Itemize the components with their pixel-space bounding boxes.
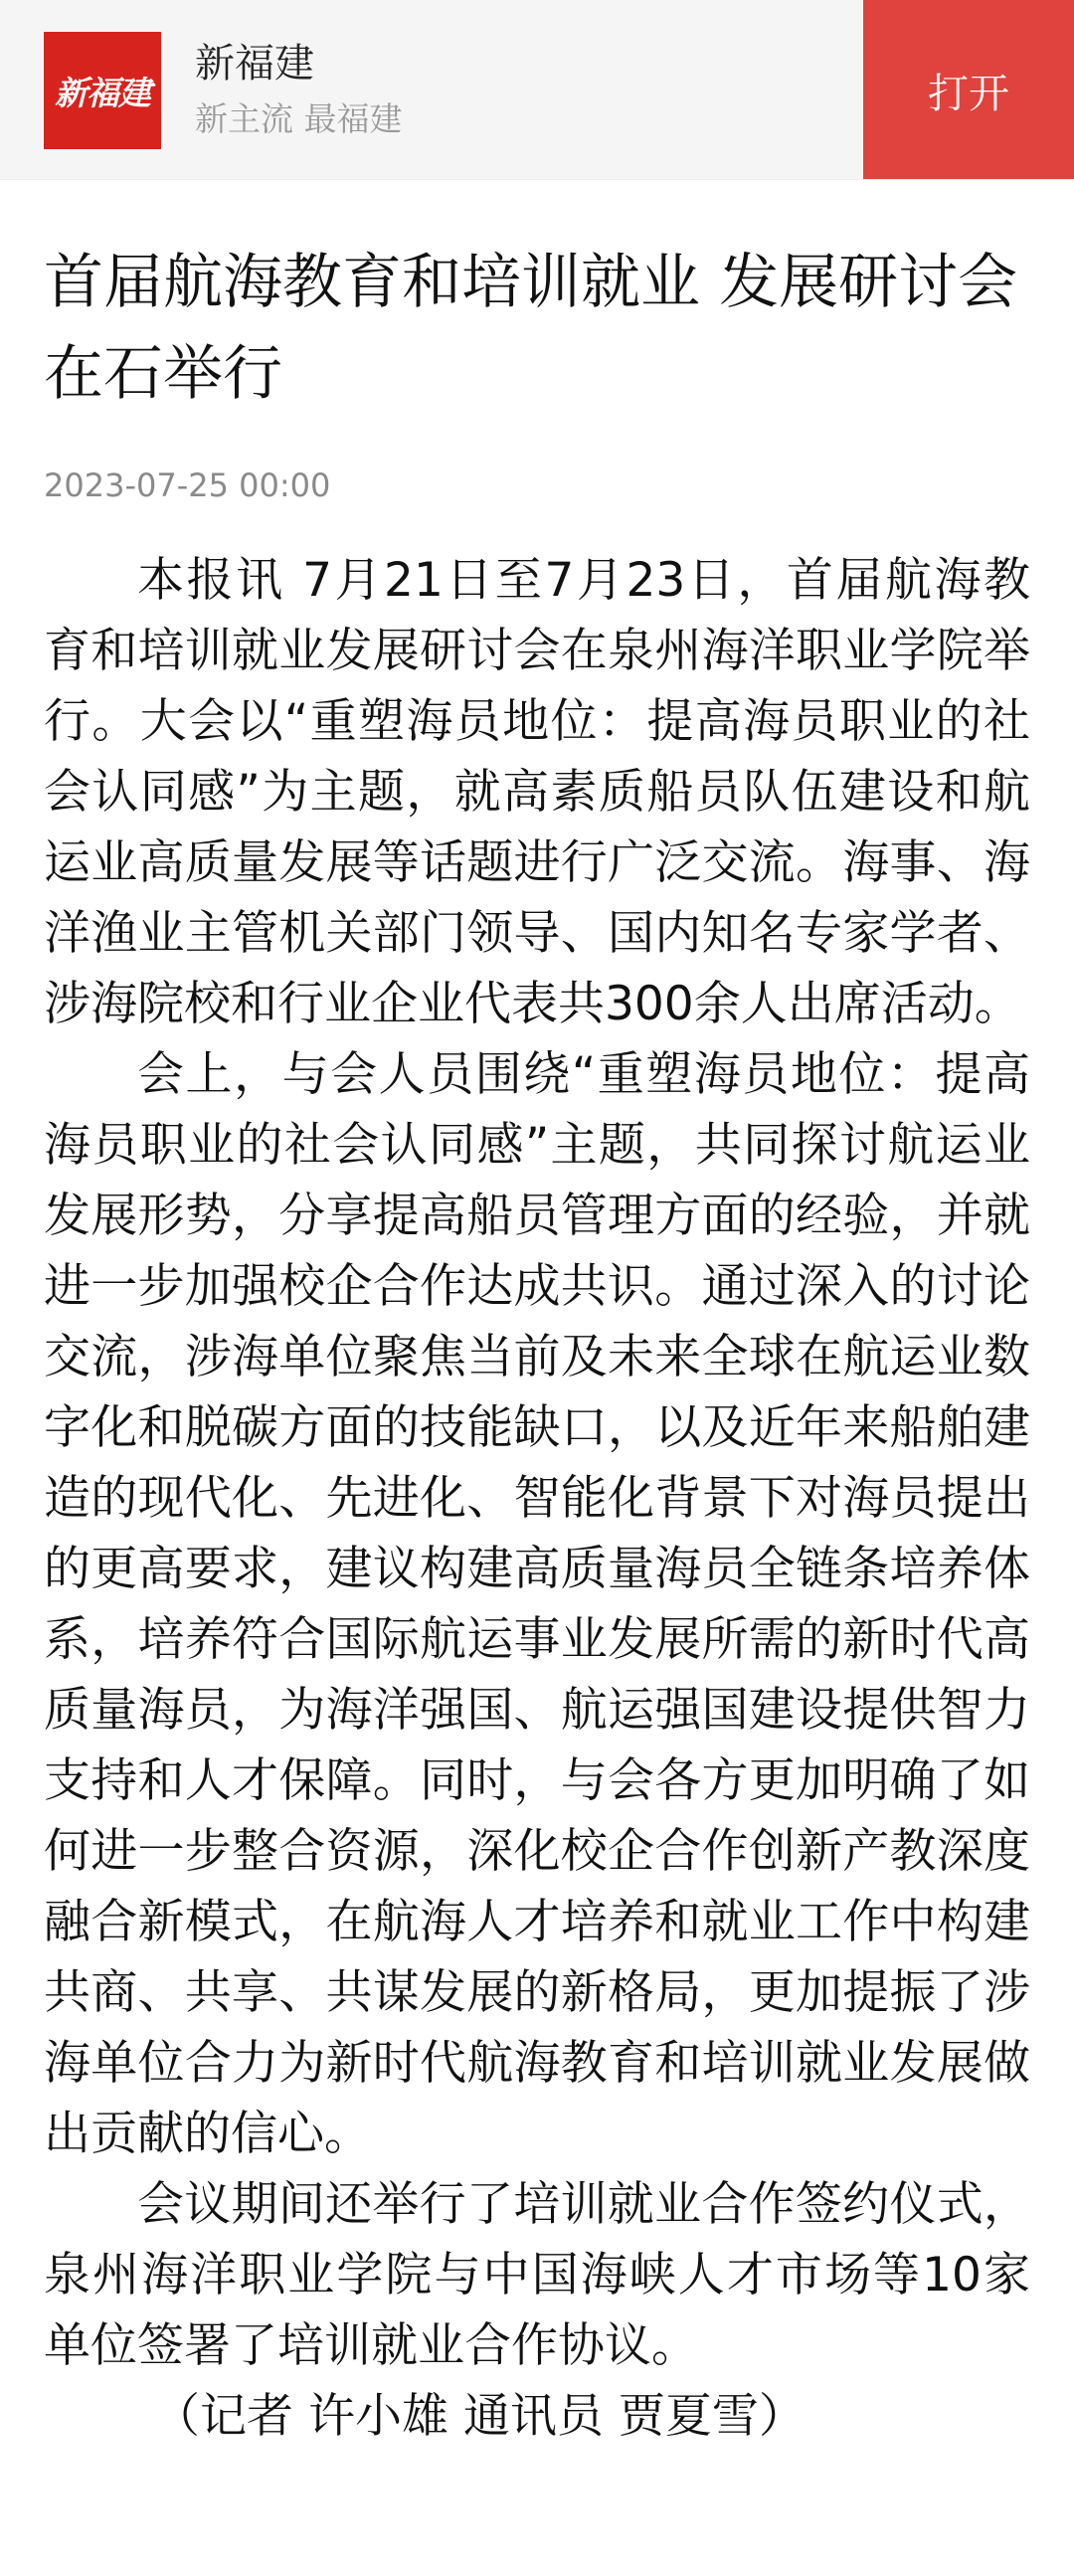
- article-paragraph-1: 本报讯 7月21日至7月23日，首届航海教育和培训就业发展研讨会在泉州海洋职业学院举行。大会以“重塑海员地位：提高海员职业的社会认同感”为主题，就高素质船员队伍建设和航运业高质量发展等话题进行广泛交流。海事、海洋渔业主管机关部门领导、国内知名专家学者、涉海院校和行业企业代表共300余人出席活动。: [44, 553, 1030, 1031]
- article-title: 首届航海教育和培训就业 发展研讨会在石举行: [44, 248, 1018, 409]
- article-paragraph-2: 会上，与会人员围绕“重塑海员地位：提高海员职业的社会认同感”主题，共同探讨航运业发展形势，分享提高船员管理方面的经验，并就进一步加强校企合作达成共识。通过深入的讨论交流，涉海单位聚焦当前及未来全球在航运业数字化和脱碳方面的技能缺口，以及近年来船舶建造的现代化、先进化、智能化背景下对海员提出的更高要求，建议构建高质量海员全链条培养体系，培养符合国际航运事业发展所需的新时代高质量海员，为海洋强国、航运强国建设提供智力支持和人才保障。同时，与会各方更加明确了如何进一步整合资源，深化校企合作创新产教深度融合新模式，在航海人才培养和就业工作中构建共商、共享、共谋发展的新格局，更加提振了涉海单位合力为新时代航海教育和培训就业发展做出贡献的信心。: [44, 1047, 1030, 2161]
- app-name: 新福建: [195, 41, 314, 87]
- article-paragraph-3: 会议期间还举行了培训就业合作签约仪式，泉州海洋职业学院与中国海峡人才市场等10家单位签署了培训就业合作协议。: [44, 2177, 1030, 2373]
- publish-date: 2023-07-25 00:00: [44, 466, 331, 504]
- app-download-banner: [0, 0, 1074, 180]
- article-credit: （记者 许小雄 通讯员 贾夏雪）: [153, 2389, 806, 2444]
- app-logo: 新福建: [44, 32, 161, 149]
- article-body: [44, 545, 1030, 2452]
- open-app-button[interactable]: 打开: [863, 0, 1074, 179]
- app-slogan: 新主流 最福建: [195, 99, 403, 138]
